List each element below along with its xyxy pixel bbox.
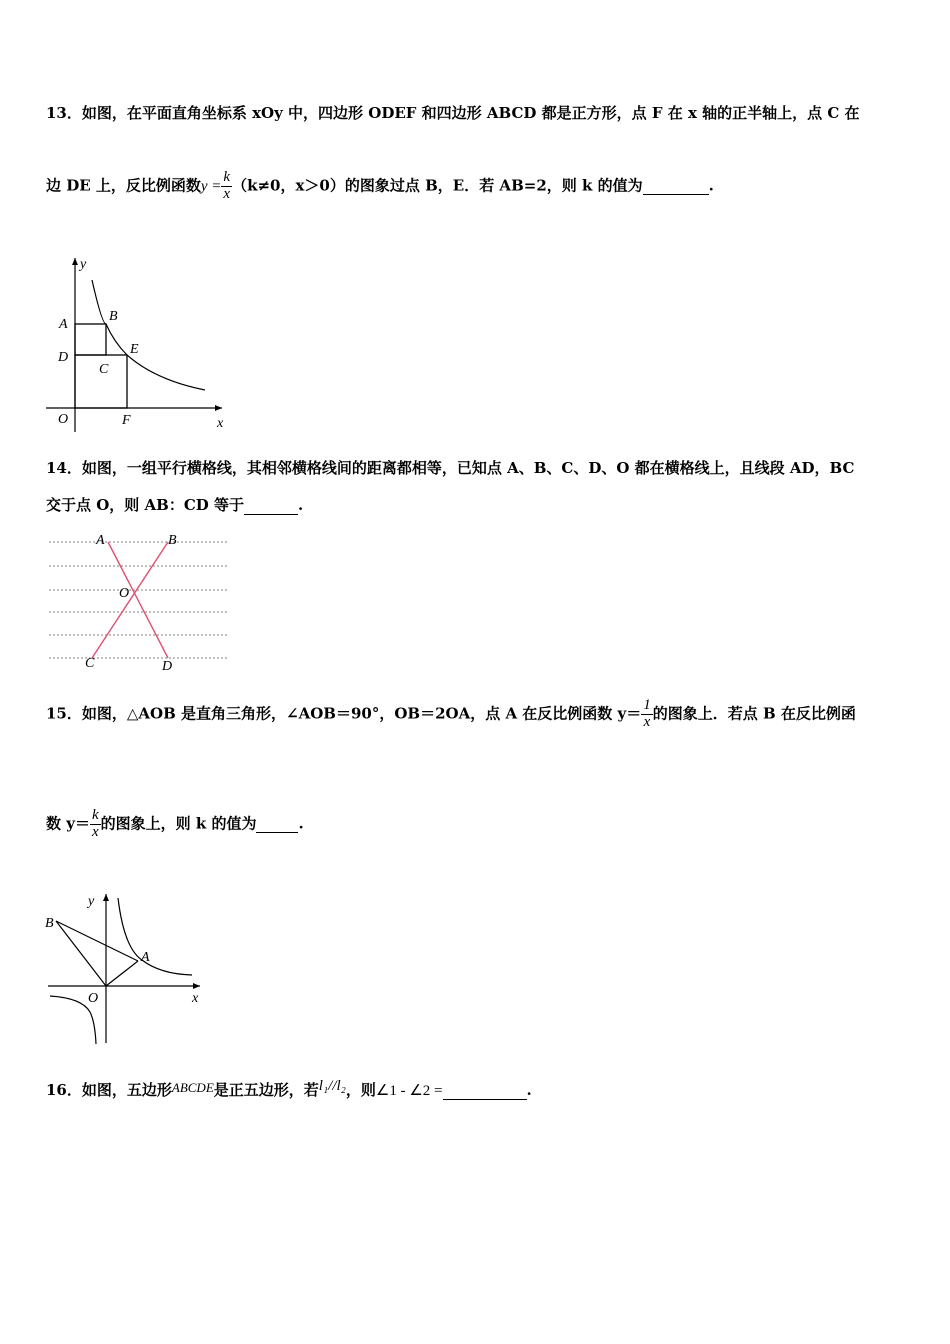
q16-end: . bbox=[526, 1081, 532, 1099]
q13-line2-pre: 边 DE 上，反比例函数 bbox=[46, 176, 201, 195]
q16-parallel: l₁//l₂ bbox=[318, 1078, 346, 1094]
q13-label-C: C bbox=[99, 362, 109, 377]
q16-comma: ，则 bbox=[345, 1081, 376, 1099]
q15-frac2-num: k bbox=[91, 807, 99, 823]
q13-line1: 13．如图，在平面直角坐标系 xOy 中，四边形 ODEF 和四边形 ABCD 都是正方形，点 F 在 x 轴的正半轴上，点 C 在 bbox=[46, 104, 860, 122]
q13-line2 bbox=[46, 170, 714, 203]
q13-line2-post: （k≠0，x＞0）的图象过点 B，E．若 AB=2，则 k 的值为 bbox=[232, 176, 643, 195]
q16-pre: 16．如图，五边形 bbox=[46, 1081, 172, 1099]
q13-label-F: F bbox=[122, 413, 131, 428]
q14-line1: 14．如图，一组平行横格线，其相邻横格线间的距离都相等，已知点 A、B、C、D、O 都在横格线上，且线段 AD，BC bbox=[46, 459, 855, 477]
q16-line bbox=[46, 1078, 532, 1100]
q15-line2-pre: 数 y＝ bbox=[46, 814, 90, 833]
q16-pentagon: ABCDE bbox=[171, 1080, 214, 1095]
q15-label-y: y bbox=[88, 894, 95, 909]
q13-answer-blank bbox=[643, 176, 709, 195]
q15-answer-blank bbox=[256, 814, 298, 833]
q15-fraction-2 bbox=[90, 808, 101, 841]
q14-label-D: D bbox=[162, 659, 173, 674]
q14-answer-blank bbox=[244, 496, 298, 515]
q15-line1 bbox=[46, 698, 856, 731]
q13-end: . bbox=[708, 176, 714, 195]
q15-label-x: x bbox=[192, 991, 199, 1006]
q13-label-B: B bbox=[109, 309, 118, 324]
q15-fraction-1 bbox=[641, 698, 653, 731]
q16-angles: ∠1 - ∠2 = bbox=[375, 1083, 443, 1099]
q15-line2 bbox=[46, 808, 304, 841]
q13-label-E: E bbox=[130, 342, 139, 357]
q14-line2 bbox=[46, 494, 303, 515]
q15-label-O: O bbox=[88, 991, 99, 1006]
q14-label-O: O bbox=[119, 586, 130, 601]
q13-frac-num: k bbox=[223, 169, 231, 185]
q14-line2-text: 交于点 O，则 AB：CD 等于 bbox=[46, 496, 244, 514]
q15-line2-post: 的图象上，则 k 的值为 bbox=[100, 814, 257, 833]
q16-mid: 是正五边形，若 bbox=[213, 1081, 319, 1099]
q15-label-B: B bbox=[45, 916, 54, 931]
q13-formula-y: y = bbox=[200, 178, 222, 195]
q13-label-x: x bbox=[217, 416, 224, 431]
q15-frac1-den: x bbox=[643, 713, 651, 730]
q15-label-A: A bbox=[141, 950, 150, 965]
q13-fraction bbox=[221, 170, 232, 203]
q15-frac1-num: 1 bbox=[643, 697, 651, 713]
q13-label-A: A bbox=[59, 317, 68, 332]
q15-figure bbox=[42, 888, 212, 1048]
q14-label-A: A bbox=[96, 533, 105, 548]
q15-end: . bbox=[298, 814, 304, 833]
q16-answer-blank bbox=[443, 1081, 527, 1100]
q15-line1-pre: 15．如图，△AOB 是直角三角形，∠AOB＝90°，OB＝2OA，点 A 在反比例函数 y＝ bbox=[46, 704, 642, 723]
q14-label-C: C bbox=[85, 656, 95, 671]
q13-frac-den: x bbox=[223, 185, 231, 202]
q15-frac2-den: x bbox=[91, 823, 99, 840]
q13-figure bbox=[40, 250, 230, 435]
q14-figure bbox=[44, 530, 234, 675]
q14-end: . bbox=[298, 496, 304, 514]
q13-label-y: y bbox=[80, 257, 87, 272]
q15-line1-post: 的图象上．若点 B 在反比例函 bbox=[652, 704, 856, 723]
q14-label-B: B bbox=[168, 533, 177, 548]
q13-label-D: D bbox=[58, 350, 69, 365]
q13-label-O: O bbox=[58, 412, 69, 427]
